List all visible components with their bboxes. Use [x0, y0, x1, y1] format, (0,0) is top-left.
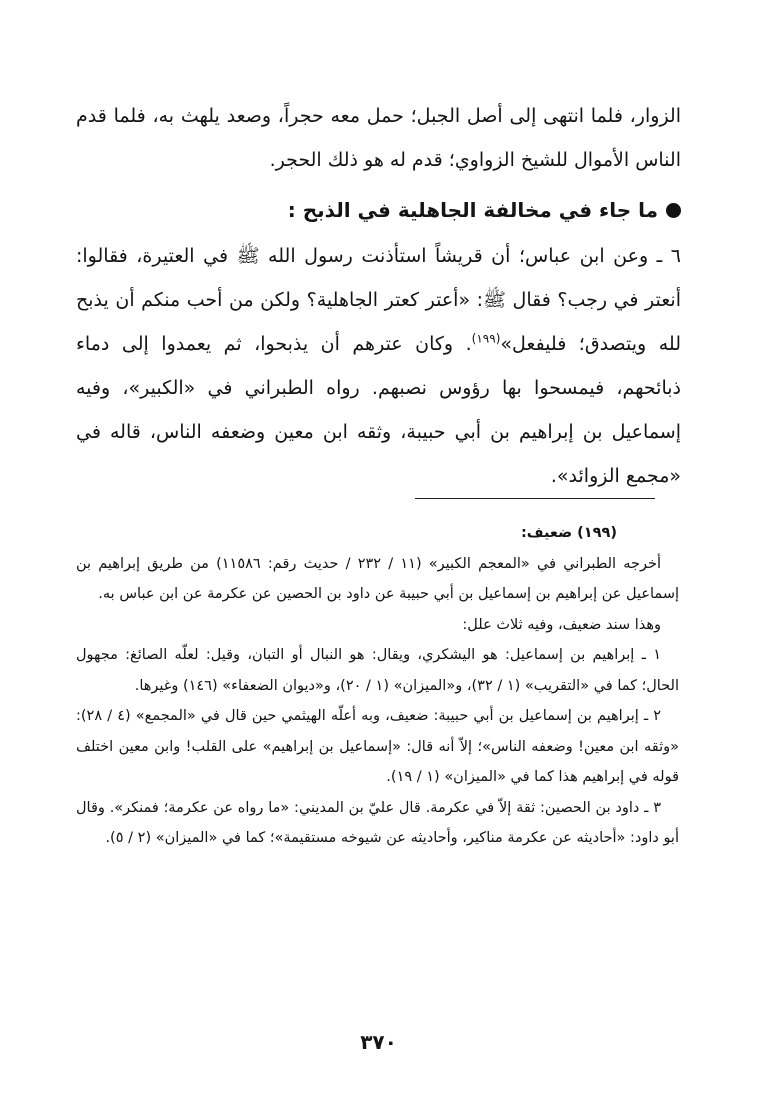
footnote-takhrij: أخرجه الطبراني في «المعجم الكبير» (١١ / ٢٣٢ / حديث رقم: ١١٥٨٦) من طريق إبراهيم بن إسماعيل عن إبراهيم بن إسماعيل بن أبي حبيبة عن داود بن الحصين عن عكرمة عن ابن عباس به. — [76, 555, 679, 602]
footnote-reference: (١٩٩) — [471, 331, 501, 346]
hadith-paragraph — [76, 234, 681, 498]
main-text — [76, 94, 681, 498]
section-heading — [76, 188, 681, 232]
hadith-text-part1: ٦ ـ وعن ابن عباس؛ أن قريشاً استأذنت رسول الله ﷺ في العتيرة، فقالوا: أنعتر في رجب؟ فقال ﷺ: «أعتر كعتر الجاهلية؟ ولكن من أحب منكم أن يذبح لله ويتصدق؛ فليفعل» — [76, 245, 682, 355]
hadith-text-part2: . وكان عترهم أن يذبحوا، ثم يعمدوا إلى دماء ذبائحهم، فيمسحوا بها رؤوس نصبهم. رواه الطبراني في «الكبير»، وفيه إسماعيل بن إبراهيم بن أبي حبيبة، وثقه ابن معين وضعفه الناس، قاله في «مجمع الزوائد». — [76, 333, 681, 487]
footnote-illa-1: ١ ـ إبراهيم بن إسماعيل: هو اليشكري، ويقال: هو النبال أو التبان، وقيل: لعلّه الصائغ: مجهول الحال؛ كما في «التقريب» (١ / ٣٢)، و«الميزان» (١ / ٢٠)، و«ديوان الضعفاء» (١٤٦) وغيرها. — [76, 647, 679, 694]
footnote-divider — [415, 498, 655, 499]
page-number: ٣٧٠ — [360, 1030, 397, 1054]
footnote-illa-3: ٣ ـ داود بن الحصين: ثقة إلاّ في عكرمة. قال عليّ بن المديني: «ما رواه عن عكرمة؛ فمنكر». وقال أبو داود: «أحاديثه عن عكرمة مناكير، وأحاديثه عن شيوخه مستقيمة»؛ كما في «الميزان» (٢ / ٥). — [76, 799, 679, 846]
bullet-icon — [666, 203, 681, 218]
footnote-heading: (١٩٩) ضعيف: — [520, 525, 617, 541]
footnote-intro: وهذا سند ضعيف، وفيه ثلاث علل: — [462, 616, 661, 633]
footnote-illa-2: ٢ ـ إبراهيم بن إسماعيل بن أبي حبيبة: ضعيف، وبه أعلّه الهيثمي حين قال في «المجمع» (٤ / ٢٨): «وثقه ابن معين! وضعفه الناس»؛ إلاّ أنه قال: «إسماعيل بن إبراهيم» على القلب! وابن معين اختلف قوله في إبراهيم هذا كما في «الميزان» (١ / ١٩). — [76, 708, 679, 785]
paragraph-continuation: الزوار، فلما انتهى إلى أصل الجبل؛ حمل معه حجراً، وصعد يلهث به، فلما قدم الناس الأموال للشيخ الزواوي؛ قدم له هو ذلك الحجر. — [76, 105, 681, 171]
section-heading-text: ما جاء في مخالفة الجاهلية في الذبح : — [287, 198, 658, 222]
footnotes — [76, 518, 679, 854]
